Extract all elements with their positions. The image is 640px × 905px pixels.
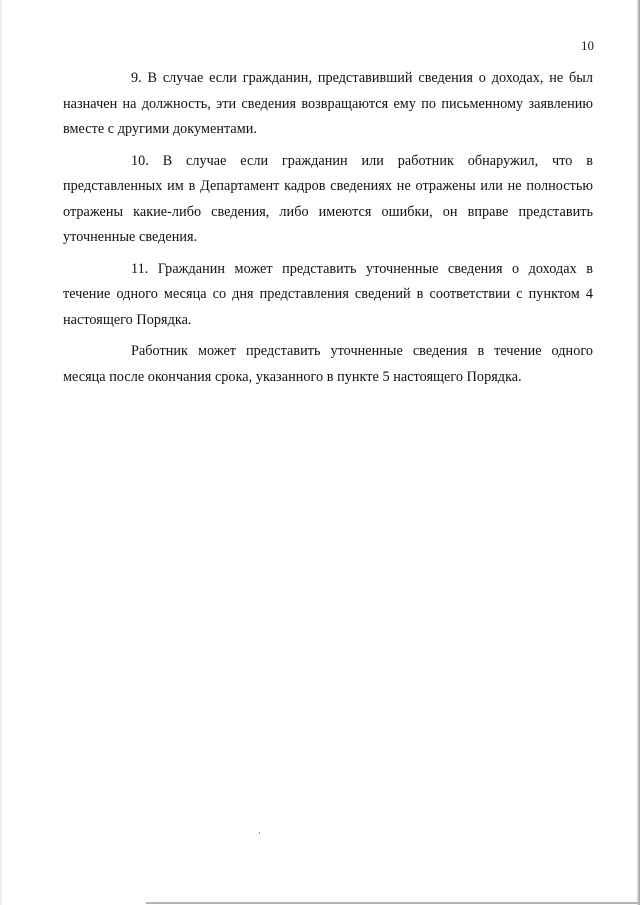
paragraph-11: 11. Гражданин может представить уточненные сведения о доходах в течение одного месяца со дня представления сведений в соответствии с пунктом 4 настоящего Порядка. — [63, 260, 593, 328]
scan-edge-bottom — [146, 902, 640, 904]
page-number: 10 — [581, 38, 594, 53]
paragraph-10: 10. В случае если гражданин или работник обнаружил, что в представленных им в Департамент кадров сведениях не отражены или не полностью отражены какие-либо сведения, либо имеются ошибки, он вправе представить уточненные сведения. — [63, 152, 593, 245]
document-body — [63, 66, 593, 396]
scan-speck — [259, 832, 260, 834]
paragraph-11-continuation: Работник может представить уточненные сведения в течение одного месяца после окончания срока, указанного в пункте 5 настоящего Порядка. — [63, 343, 593, 385]
scan-edge-left — [0, 0, 2, 905]
paragraph-9: 9. В случае если гражданин, представивший сведения о доходах, не был назначен на должность, эти сведения возвращаются ему по письменному заявлению вместе с другими документами. — [63, 70, 593, 137]
